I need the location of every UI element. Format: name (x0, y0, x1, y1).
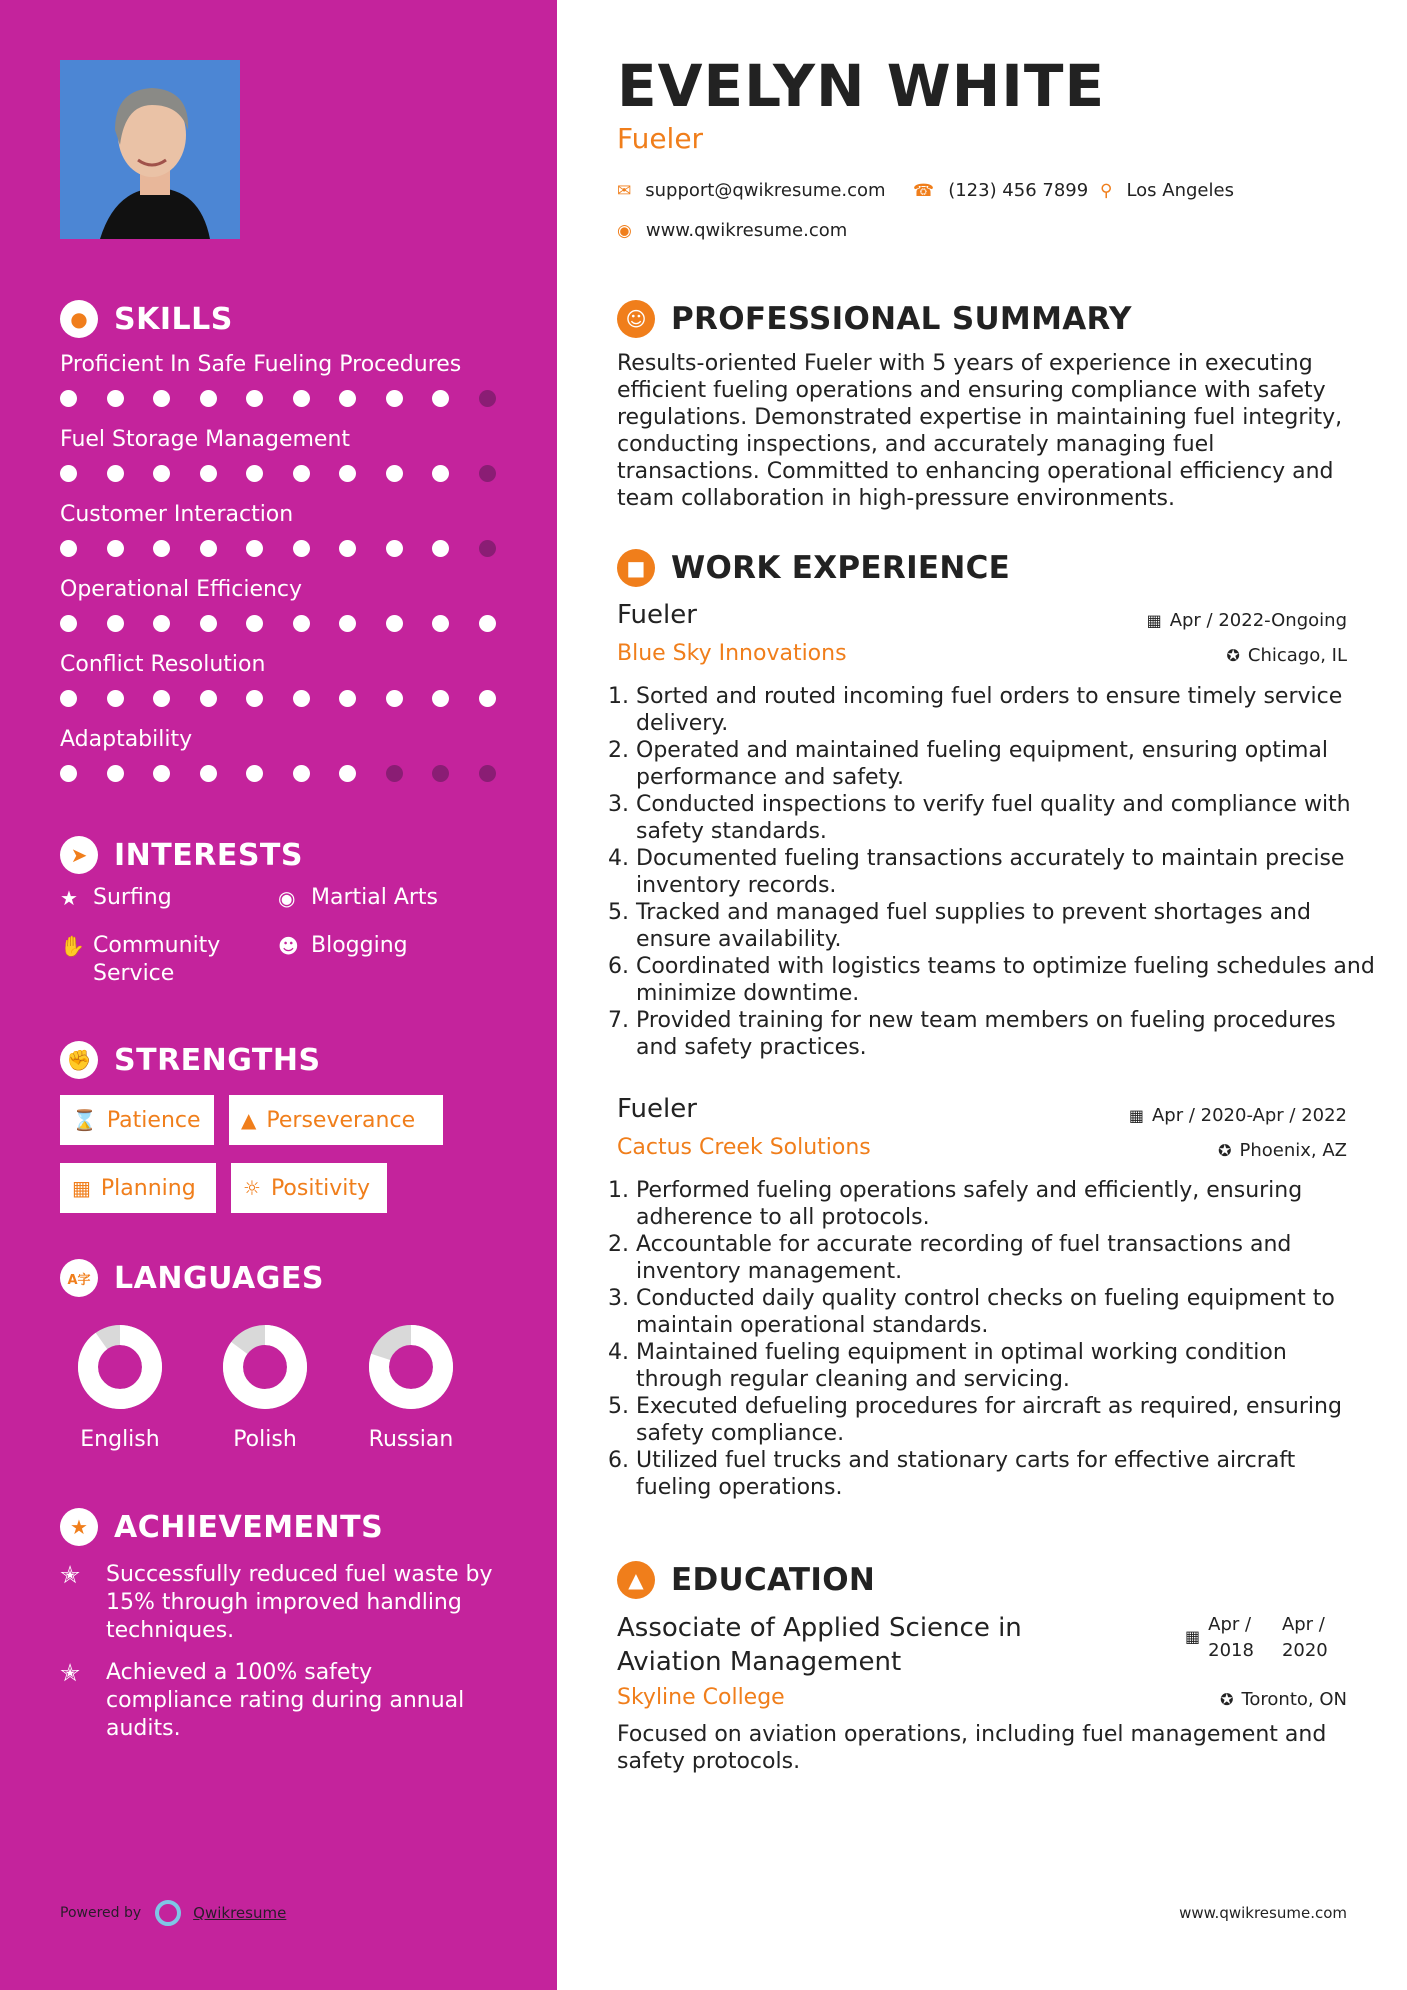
profile-photo (60, 60, 240, 239)
candidate-name: EVELYN WHITE (617, 52, 1106, 120)
language-item (205, 1323, 325, 1452)
skill-rating (60, 615, 525, 632)
achievement-item: ✭ Successfully reduced fuel waste by 15% through improved handling techniques. (60, 1561, 493, 1643)
education-heading: ▲ EDUCATION (617, 1561, 875, 1599)
user-icon: ☺ (617, 300, 655, 338)
skill-dot (153, 540, 170, 557)
language-icon: A字 (60, 1259, 98, 1297)
globe-icon: ◉ (617, 220, 632, 241)
job-dates: ▦ Apr / 2020-Apr / 2022 (1128, 1105, 1347, 1126)
duty-item: 4. Maintained fueling equipment in optimal working condition through regular cleaning and servicing. (636, 1339, 1376, 1393)
contact-email[interactable]: ✉ support@qwikresume.com (617, 180, 886, 201)
duty-item: 5. Tracked and managed fuel supplies to prevent shortages and ensure availability. (636, 899, 1376, 953)
skill-dot (153, 615, 170, 632)
duty-item: 6. Coordinated with logistics teams to optimize fueling schedules and minimize downtime. (636, 953, 1376, 1007)
skill-dot (60, 765, 77, 782)
paper-plane-icon: ➤ (60, 836, 98, 874)
skill-dot (107, 690, 124, 707)
duty-item: 6. Utilized fuel trucks and stationary carts for effective aircraft fueling operations. (636, 1447, 1376, 1501)
skill-dot (293, 465, 310, 482)
duty-item: 1. Sorted and routed incoming fuel orders to ensure timely service delivery. (636, 683, 1376, 737)
qwikresume-link[interactable]: Qwikresume (193, 1904, 287, 1922)
skill-dot (293, 390, 310, 407)
duty-item: 2. Operated and maintained fueling equipment, ensuring optimal performance and safety. (636, 737, 1376, 791)
language-item (60, 1323, 180, 1452)
skill-dot (60, 390, 77, 407)
skill-dot (479, 540, 496, 557)
skill-name: Customer Interaction (60, 502, 294, 527)
users-icon: ☻ (278, 934, 299, 958)
skill-name: Operational Efficiency (60, 577, 303, 602)
degree-title: Associate of Applied Science in Aviation Management (617, 1613, 1022, 1677)
skill-dot (246, 390, 263, 407)
language-donut (221, 1323, 309, 1411)
calendar-icon: ▦ (1185, 1627, 1201, 1646)
summary-heading: ☺ PROFESSIONAL SUMMARY (617, 300, 1132, 338)
contact-website[interactable]: ◉ www.qwikresume.com (617, 220, 848, 241)
contact-phone[interactable]: ☎ (123) 456 7899 (913, 180, 1089, 201)
sidebar (0, 0, 557, 1990)
experience-heading: ■ WORK EXPERIENCE (617, 549, 1010, 587)
job-title: Fueler (617, 1094, 697, 1124)
skill-dot (339, 465, 356, 482)
skill-dot (293, 690, 310, 707)
skill-dot (246, 690, 263, 707)
skill-dot (60, 615, 77, 632)
language-donut (367, 1323, 455, 1411)
skill-dot (246, 615, 263, 632)
interest-item: ◉ Martial Arts (278, 885, 439, 910)
skill-dot (386, 465, 403, 482)
skill-dot (339, 765, 356, 782)
skill-dot (386, 765, 403, 782)
strength-badge: ▦ Planning (60, 1163, 216, 1213)
skill-dot (386, 540, 403, 557)
contact-location: ⚲ Los Angeles (1100, 180, 1234, 201)
strength-badge: ☼ Positivity (231, 1163, 387, 1213)
footer-url[interactable]: www.qwikresume.com (1179, 1904, 1347, 1922)
education-dates: ▦ Apr / 2018 Apr / 2020 (1185, 1612, 1328, 1664)
briefcase-icon: ■ (617, 549, 655, 587)
interest-item: ★ Surfing (60, 885, 172, 910)
map-marker-icon: ⚲ (1100, 180, 1113, 201)
candidate-role: Fueler (617, 122, 704, 155)
phone-icon: ☎ (913, 180, 935, 201)
skill-dot (60, 690, 77, 707)
graduation-cap-icon: ▲ (617, 1561, 655, 1599)
skill-rating (60, 390, 525, 407)
powered-by: Powered by Qwikresume (60, 1900, 286, 1926)
skill-dot (107, 390, 124, 407)
skill-dot (432, 540, 449, 557)
lightbulb-icon: ● (60, 300, 98, 338)
skill-dot (153, 390, 170, 407)
globe-icon: ◉ (278, 886, 296, 910)
languages-heading: A字 LANGUAGES (60, 1259, 324, 1297)
skill-dot (432, 390, 449, 407)
skill-dot (107, 615, 124, 632)
star-icon: ✭ (60, 1561, 81, 1589)
duty-item: 1. Performed fueling operations safely and efficiently, ensuring adherence to all protocols. (636, 1177, 1376, 1231)
summary-text: Results-oriented Fueler with 5 years of experience in executing efficient fueling operations and ensuring compliance with safety regulations. Demonstrated expertise in maintaining fuel integrity, conducting inspections, and accurately managing fuel transactions. Committed to enhancing operational efficiency and team collaboration in high-pressure environments. (617, 351, 1343, 511)
skill-dot (339, 390, 356, 407)
strength-badge: ▲ Perseverance (229, 1095, 443, 1145)
skill-name: Fuel Storage Management (60, 427, 351, 452)
hand-icon: ✋ (60, 934, 85, 958)
skill-dot (107, 540, 124, 557)
skill-dot (339, 615, 356, 632)
language-donut (76, 1323, 164, 1411)
skill-dot (246, 465, 263, 482)
skill-dot (293, 765, 310, 782)
skill-dot (153, 690, 170, 707)
calendar-icon: ▦ (72, 1176, 91, 1200)
skill-rating (60, 540, 525, 557)
skill-dot (153, 765, 170, 782)
job-duties (612, 683, 1376, 1061)
skill-dot (107, 765, 124, 782)
skill-dot (479, 615, 496, 632)
skill-dot (339, 690, 356, 707)
skill-dot (339, 540, 356, 557)
job-title: Fueler (617, 600, 697, 630)
job-company: Blue Sky Innovations (617, 641, 847, 666)
sun-icon: ☼ (243, 1176, 261, 1200)
interests-heading: ➤ INTERESTS (60, 836, 303, 874)
education-description: Focused on aviation operations, including fuel management and safety protocols. (617, 1722, 1327, 1774)
skill-dot (479, 765, 496, 782)
envelope-icon: ✉ (617, 180, 632, 201)
achievement-item: ✭ Achieved a 100% safety compliance rating during annual audits. (60, 1659, 465, 1741)
skill-dot (386, 390, 403, 407)
star-icon: ✭ (60, 1659, 81, 1687)
skill-dot (386, 690, 403, 707)
skill-dot (60, 540, 77, 557)
skill-dot (432, 465, 449, 482)
star-icon: ★ (60, 886, 78, 910)
skill-rating (60, 765, 525, 782)
language-label: Polish (233, 1427, 297, 1452)
skill-dot (200, 540, 217, 557)
school-location: ✪ Toronto, ON (1220, 1689, 1347, 1710)
skill-dot (432, 615, 449, 632)
road-icon: ▲ (241, 1108, 257, 1132)
interest-item: ☻ Blogging (278, 933, 408, 958)
interest-item: ✋ Community Service (60, 933, 221, 986)
calendar-icon: ▦ (1128, 1106, 1144, 1125)
language-label: Russian (368, 1427, 454, 1452)
skill-dot (200, 690, 217, 707)
job-dates: ▦ Apr / 2022-Ongoing (1146, 610, 1347, 631)
job-duties (612, 1177, 1376, 1501)
pin-icon: ✪ (1218, 1141, 1232, 1160)
job-company: Cactus Creek Solutions (617, 1135, 871, 1160)
skill-dot (200, 615, 217, 632)
skill-dot (200, 765, 217, 782)
calendar-icon: ▦ (1146, 611, 1162, 630)
language-item (351, 1323, 471, 1452)
skill-rating (60, 690, 525, 707)
job-location: ✪ Phoenix, AZ (1218, 1140, 1347, 1161)
qwikresume-logo-icon (155, 1900, 181, 1926)
duty-item: 3. Conducted inspections to verify fuel quality and compliance with safety standards. (636, 791, 1376, 845)
achievements-heading: ★ ACHIEVEMENTS (60, 1508, 383, 1546)
strength-badge: ⌛ Patience (60, 1095, 214, 1145)
skill-dot (479, 465, 496, 482)
skill-dot (200, 465, 217, 482)
skill-name: Proficient In Safe Fueling Procedures (60, 352, 462, 377)
skill-dot (479, 690, 496, 707)
skill-dot (153, 465, 170, 482)
skill-dot (60, 465, 77, 482)
hourglass-icon: ⌛ (72, 1108, 97, 1132)
duty-item: 7. Provided training for new team members on fueling procedures and safety practices. (636, 1007, 1376, 1061)
duty-item: 4. Documented fueling transactions accurately to maintain precise inventory records. (636, 845, 1376, 899)
pin-icon: ✪ (1226, 646, 1240, 665)
skill-name: Adaptability (60, 727, 193, 752)
language-label: English (80, 1427, 160, 1452)
skill-dot (432, 690, 449, 707)
school-name: Skyline College (617, 1685, 785, 1710)
skill-dot (200, 390, 217, 407)
skill-dot (293, 615, 310, 632)
skill-dot (107, 465, 124, 482)
duty-item: 2. Accountable for accurate recording of fuel transactions and inventory management. (636, 1231, 1376, 1285)
duty-item: 5. Executed defueling procedures for aircraft as required, ensuring safety compliance. (636, 1393, 1376, 1447)
skill-dot (386, 615, 403, 632)
skill-dot (432, 765, 449, 782)
skill-rating (60, 465, 525, 482)
job-location: ✪ Chicago, IL (1226, 645, 1347, 666)
skill-dot (293, 540, 310, 557)
skill-dot (246, 765, 263, 782)
skills-heading: ● SKILLS (60, 300, 233, 338)
skill-name: Conflict Resolution (60, 652, 266, 677)
award-icon: ★ (60, 1508, 98, 1546)
skill-dot (479, 390, 496, 407)
fist-icon: ✊ (60, 1041, 98, 1079)
duty-item: 3. Conducted daily quality control checks on fueling equipment to maintain operational standards. (636, 1285, 1376, 1339)
strengths-heading: ✊ STRENGTHS (60, 1041, 321, 1079)
skill-dot (246, 540, 263, 557)
pin-icon: ✪ (1220, 1690, 1234, 1709)
